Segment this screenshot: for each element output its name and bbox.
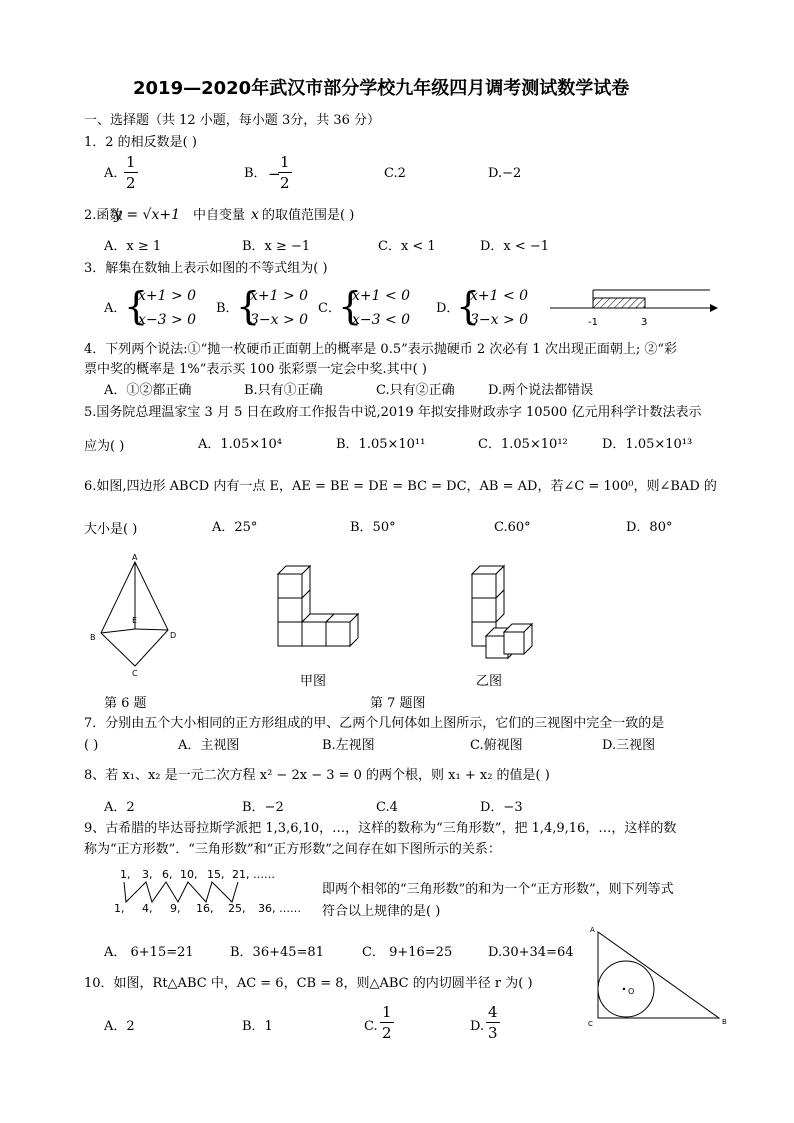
fig10-label-b: B	[722, 1018, 727, 1026]
q9-tri-1: 3,	[142, 868, 153, 881]
q8-option-a: A．2	[104, 800, 135, 815]
q1-option-a-fraction	[124, 155, 138, 191]
q1-a-numerator: 1	[126, 153, 136, 171]
q8-option-b: B．−2	[242, 800, 284, 815]
q9-sq-4: 25,	[228, 902, 246, 915]
fig6-label-e: E	[132, 616, 138, 625]
q9-line1: 9、古希腊的毕达哥拉斯学派把 1,3,6,10，…，这样的数称为“三角形数”，把 1,4,9,16，…，这样的数	[84, 821, 677, 836]
q3-option-c: C．	[318, 301, 341, 316]
q1-option-b: B．	[244, 166, 267, 181]
q9-option-d: D.30+34=64	[488, 945, 574, 960]
q9-option-b: B．36+45=81	[230, 945, 324, 960]
q3-axis-label-right: 3	[641, 317, 648, 328]
q1-option-b-fraction	[278, 155, 292, 191]
q9-number-zigzag	[112, 868, 312, 918]
fig6-caption: 第 6 题	[104, 696, 147, 711]
q4-option-c: C.只有②正确	[376, 383, 455, 398]
q3-stem: 3．解集在数轴上表示如图的不等式组为( )	[84, 261, 328, 276]
q7-option-d: D.三视图	[602, 738, 656, 753]
fig10-label-o: O	[628, 987, 635, 996]
q3-option-d: D．	[436, 301, 460, 316]
fig6-label-c: C	[132, 669, 138, 678]
q3-a-line2: x−3 > 0	[138, 312, 197, 328]
q1-b-numerator: 1	[280, 153, 290, 171]
q3-d-line2: 3−x > 0	[470, 312, 529, 328]
q3-b-brace: {	[236, 284, 261, 328]
q9-sq-5: 36, ……	[258, 902, 301, 915]
q9-option-a: A． 6+15=21	[104, 945, 194, 960]
q9-tri-4: 15,	[207, 868, 225, 881]
fig6-label-b: B	[90, 633, 96, 642]
q7-line2: ( )	[84, 738, 99, 753]
fig6-label-a: A	[132, 553, 138, 562]
q1-b-denominator: 2	[280, 174, 290, 192]
q6-line2: 大小是( )	[84, 522, 138, 537]
q3-a-brace: {	[124, 284, 149, 328]
q9-tri-3: 10,	[180, 868, 198, 881]
q5-line1: 5.国务院总理温家宝 3 月 5 日在政府工作报告中说,2019 年拟安排财政赤字 10500 亿元用科学计数法表示	[84, 405, 702, 420]
q8-stem: 8、若 x₁、x₂ 是一元二次方程 x² − 2x − 3 = 0 的两个根，则 x₁ + x₂ 的值是( )	[84, 768, 550, 783]
q4-option-d: D.两个说法都错误	[488, 383, 594, 398]
q9-right-line1: 即两个相邻的“三角形数”的和为一个“正方形数”，则下列等式	[322, 882, 674, 897]
q9-tri-5: 21, ……	[232, 868, 275, 881]
fig10-incircle	[598, 961, 654, 1017]
q1-option-c: C.2	[384, 166, 406, 181]
fig7-solid-yi	[460, 560, 550, 660]
q9-right-line2: 符合以上规律的是( )	[322, 904, 441, 919]
q3-hatched-solution	[593, 298, 645, 308]
page-title: 2019—2020年武汉市部分学校九年级四月调考测试数学试卷	[133, 78, 630, 99]
fig7-solid-jia	[270, 560, 370, 650]
q6-option-d: D．80°	[626, 520, 673, 535]
q3-d-brace: {	[456, 284, 481, 328]
q1-a-denominator: 2	[126, 174, 136, 192]
q5-line2: 应为( )	[84, 439, 125, 454]
q10-option-a: A．2	[104, 1019, 135, 1034]
q9-tri-2: 6,	[162, 868, 173, 881]
q10-option-d: D.	[470, 1019, 485, 1034]
q2-option-d: D．x < −1	[480, 239, 550, 254]
q6-option-a: A．25°	[212, 520, 258, 535]
q2-option-b: B．x ≥ −1	[242, 239, 311, 254]
q2-option-a: A．x ≥ 1	[104, 239, 162, 254]
fig7-caption: 第 7 题图	[370, 696, 426, 711]
q9-zigzag-line	[124, 882, 238, 902]
q10-option-c-fraction	[380, 1005, 394, 1041]
q7-option-b: B.左视图	[322, 738, 375, 753]
q3-c-brace: {	[338, 284, 363, 328]
q2-stem-b: 中自变量	[193, 208, 246, 223]
q3-axis-label-left: -1	[588, 317, 598, 328]
q7-option-c: C.俯视图	[470, 738, 523, 753]
q3-a-line1: x+1 > 0	[138, 288, 197, 304]
q4-line1: 4．下列两个说法:①“抛一枚硬币正面朝上的概率是 0.5”表示抛硬币 2 次必有 1 次出现正面朝上; ②“彩	[84, 342, 677, 357]
fig7-label-jia: 甲图	[300, 674, 327, 689]
q3-b-line1: x+1 > 0	[250, 288, 309, 304]
fig6-segment-de	[135, 629, 168, 630]
q10-option-d-fraction	[486, 1005, 500, 1041]
q4-option-b: B.只有①正确	[244, 383, 323, 398]
q10-d-denominator: 3	[488, 1024, 498, 1042]
fig6-label-d: D	[170, 631, 177, 640]
q3-option-a: A．	[104, 301, 127, 316]
q3-number-line-figure	[550, 280, 720, 332]
q6-option-b: B．50°	[350, 520, 396, 535]
q5-option-b: B．1.05×10¹¹	[336, 437, 426, 452]
q10-stem: 10．如图，Rt△ABC 中，AC = 6，CB = 8，则△ABC 的内切圆半径 r 为( )	[84, 976, 533, 991]
fig6-quadrilateral	[86, 552, 186, 682]
q9-sq-2: 9,	[170, 902, 181, 915]
fig10-label-c: C	[588, 1020, 593, 1028]
q8-option-c: C.4	[376, 800, 398, 815]
q4-option-a: A．①②都正确	[104, 383, 192, 398]
section-heading: 一、选择题（共 12 小题，每小题 3分，共 36 分）	[84, 113, 381, 128]
q1-option-a: A．	[104, 166, 127, 181]
q10-option-c: C.	[364, 1019, 378, 1034]
q3-option-b: B．	[216, 301, 239, 316]
fig10-right-triangle	[586, 924, 736, 1030]
q3-c-line2: x−3 < 0	[352, 312, 411, 328]
q6-option-c: C.60°	[494, 520, 531, 535]
q5-option-a: A．1.05×10⁴	[198, 437, 282, 452]
q7-line1: 7．分别由五个大小相同的正方形组成的甲、乙两个几何体如上图所示，它们的三视图中完全一致的是	[84, 716, 665, 731]
fig7-label-yi: 乙图	[476, 674, 503, 689]
q10-d-numerator: 4	[488, 1003, 498, 1021]
q10-c-numerator: 1	[382, 1003, 392, 1021]
q8-option-d: D．−3	[480, 800, 523, 815]
q9-line2: 称为“正方形数”．“三角形数”和“正方形数”之间存在如下图所示的关系：	[84, 842, 501, 857]
q9-sq-1: 4,	[142, 902, 153, 915]
q5-option-c: C．1.05×10¹²	[478, 437, 568, 452]
q6-line1: 6.如图,四边形 ABCD 内有一点 E，AE = BE = DE = BC = DC，AB = AD，若∠C = 100⁰，则∠BAD 的	[84, 479, 717, 494]
q3-d-line1: x+1 < 0	[470, 288, 529, 304]
q1-stem: 1．2 的相反数是( )	[84, 135, 197, 150]
q9-tri-0: 1,	[120, 868, 131, 881]
q3-b-line2: 3−x > 0	[250, 312, 309, 328]
q3-axis-arrow-icon	[710, 304, 718, 312]
q2-stem-a: 2.函数	[84, 208, 123, 223]
q2-option-c: C．x < 1	[378, 239, 436, 254]
fig10-center-point	[623, 988, 625, 990]
q7-option-a: A．主视图	[178, 738, 240, 753]
fig10-label-a: A	[590, 926, 595, 934]
q9-sq-0: 1,	[114, 902, 125, 915]
q1-b-sign: −	[268, 165, 281, 183]
q2-function-expr: y = √x+1	[114, 207, 180, 223]
q3-c-line1: x+1 < 0	[352, 288, 411, 304]
q10-c-denominator: 2	[382, 1024, 392, 1042]
q5-option-d: D．1.05×10¹³	[602, 437, 693, 452]
q2-stem-c: 的取值范围是( )	[262, 208, 355, 223]
q1-option-d: D.−2	[488, 166, 522, 181]
fig6-segment-be	[101, 629, 135, 633]
q4-line2: 票中奖的概率是 1%”表示买 100 张彩票一定会中奖.其中( )	[84, 362, 427, 377]
q9-option-c: C． 9+16=25	[362, 945, 453, 960]
q9-sq-3: 16,	[196, 902, 214, 915]
q2-var-x: x	[251, 207, 259, 223]
q10-option-b: B．1	[242, 1019, 273, 1034]
fig10-triangle	[598, 932, 719, 1018]
